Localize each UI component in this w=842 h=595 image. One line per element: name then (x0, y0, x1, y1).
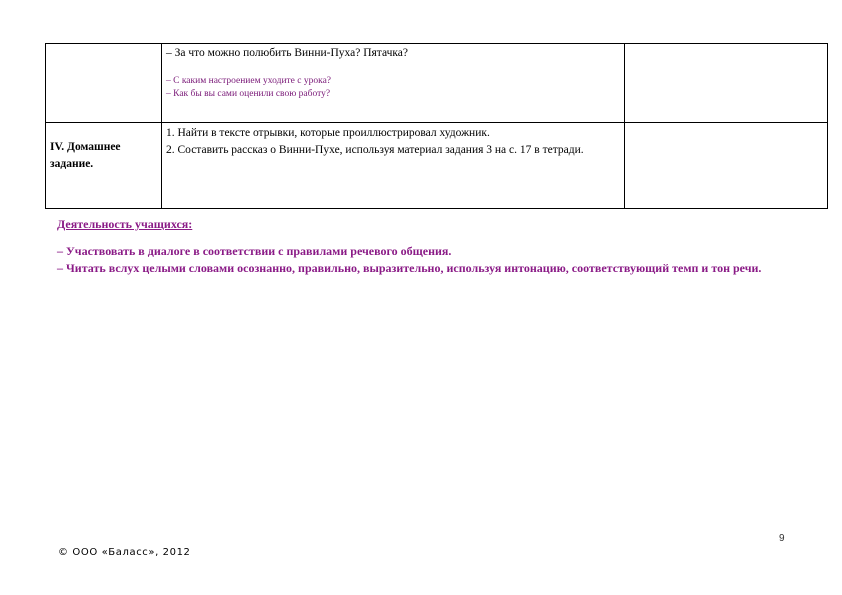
notes-cell (625, 123, 828, 209)
discussion-question: – За что можно полюбить Винни-Пуха? Пятачка? (166, 47, 409, 59)
student-activity-section (57, 216, 797, 277)
homework-task: 1. Найти в тексте отрывки, которые проиллюстрировал художник. (166, 127, 490, 139)
homework-task: 2. Составить рассказ о Винни-Пухе, используя материал задания 3 на с. 17 в тетради. (166, 144, 584, 156)
list-item: – Читать вслух целыми словами осознанно, правильно, выразительно, используя интонацию, соответствующий темп и тон речи. (57, 261, 762, 275)
copyright-footer: © ООО «Баласс», 2012 (58, 547, 191, 558)
list-item: – Участвовать в диалоге в соответствии с правилами речевого общения. (57, 244, 452, 258)
stage-cell (46, 44, 162, 123)
section-heading: Деятельность учащихся: (57, 217, 193, 231)
reflection-question: – Как бы вы сами оценили свою работу? (166, 89, 331, 99)
page-number: 9 (779, 533, 785, 544)
content-cell (162, 123, 625, 209)
lesson-table (45, 43, 828, 209)
notes-cell (625, 44, 828, 123)
reflection-question: – С каким настроением уходите с урока? (166, 76, 332, 86)
reflection-questions (166, 75, 620, 101)
table-row (46, 44, 828, 123)
table-row (46, 123, 828, 209)
content-cell (162, 44, 625, 123)
stage-cell: IV. Домашнее задание. (46, 123, 162, 209)
